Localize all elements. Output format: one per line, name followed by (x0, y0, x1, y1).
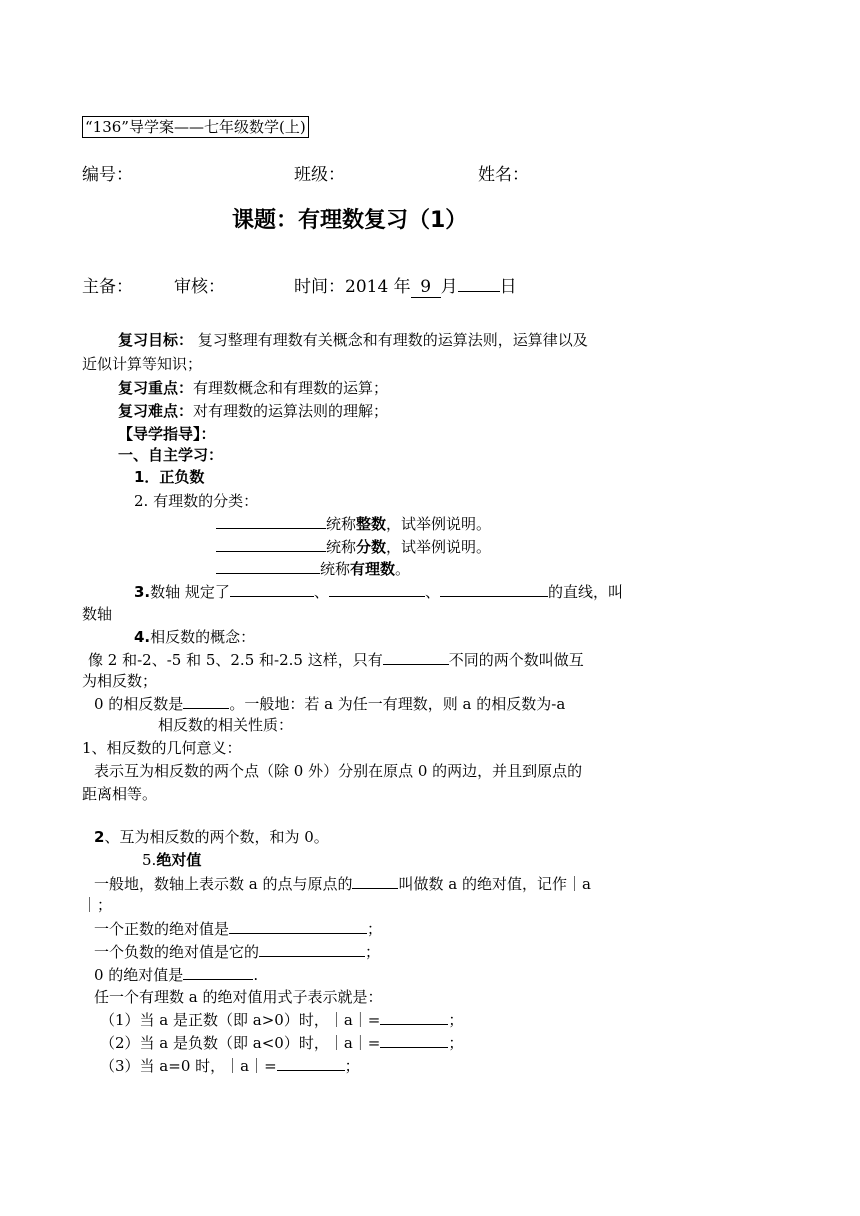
fraction-blank (216, 535, 326, 552)
absolute-value-title: 绝对值 (156, 851, 202, 869)
case-2-blank (380, 1031, 448, 1048)
axis-end: 的直线，叫 (547, 583, 623, 601)
geometric-meaning-line-2: 距离相等。 (82, 785, 158, 803)
time-prefix: 时间：2014 年 (294, 277, 411, 297)
case-3-blank (277, 1054, 345, 1071)
class-label: 班级： (294, 165, 345, 185)
absolute-value-number: 5. (142, 851, 157, 869)
class-integer-pre: 统称 (326, 515, 357, 533)
absolute-positive-post: ； (367, 920, 383, 938)
key-line (118, 377, 388, 398)
case-2-pre: （2）当 a 是负数（即 a<0）时，｜a｜= (100, 1034, 381, 1052)
class-rational-term: 有理数 (350, 560, 396, 578)
opposite-sum-number: 2 (94, 828, 105, 846)
number-axis-line (134, 580, 623, 602)
key-label: 复习重点： (118, 379, 194, 397)
axis-blank-2 (329, 580, 425, 597)
document-header-box: “136”导学案——七年级数学(上) (82, 116, 309, 138)
axis-sep-2: 、 (424, 583, 440, 601)
absolute-zero-line (94, 963, 258, 985)
absolute-positive-pre: 一个正数的绝对值是 (94, 920, 230, 938)
class-rational-line (216, 557, 410, 579)
opposite-line-1 (88, 648, 584, 670)
goal-label: 复习目标： (118, 331, 194, 349)
class-integer-term: 整数 (356, 515, 387, 533)
case-3-pre: （3）当 a=0 时，｜a｜= (100, 1057, 277, 1075)
opposite-number: 4. (134, 628, 151, 646)
pos-neg-heading: 1．正负数 (134, 468, 205, 486)
case-1-pre: （1）当 a 是正数（即 a>0）时，｜a｜= (100, 1011, 381, 1029)
rational-blank (216, 557, 320, 574)
axis-sep-1: 、 (313, 583, 329, 601)
difficulty-label: 复习难点： (118, 402, 194, 420)
axis-number: 3. (134, 583, 151, 601)
guide-heading: 【导学指导】： (118, 425, 216, 443)
absolute-line-1-pre: 一般地，数轴上表示数 a 的点与原点的 (94, 875, 353, 893)
opposite-line-2: 为相反数； (82, 672, 158, 690)
opposite-heading (134, 626, 255, 647)
case-1-post: ； (448, 1011, 464, 1029)
time-field (294, 272, 517, 298)
opposite-sum-text: 、互为相反数的两个数，和为 0。 (104, 828, 329, 846)
axis-tail: 数轴 (82, 605, 113, 623)
month-label: 月 (440, 277, 458, 297)
absolute-zero-pre: 0 的绝对值是 (94, 966, 184, 984)
goal-line-2: 近似计算等知识； (82, 355, 203, 373)
integer-blank (216, 512, 326, 529)
class-rational-pre: 统称 (320, 560, 351, 578)
absolute-line-2: ｜； (82, 896, 113, 914)
absolute-blank-distance (352, 872, 398, 889)
case-3-post: ； (344, 1057, 360, 1075)
page-title: 课题：有理数复习（1） (232, 208, 468, 233)
axis-blank-3 (440, 580, 548, 597)
goal-text-1: 复习整理有理数有关概念和有理数的运算法则，运算律以及 (197, 331, 588, 349)
case-1-line (100, 1008, 463, 1030)
absolute-negative-blank (259, 940, 365, 957)
reviewer-label: 审核： (174, 277, 225, 297)
absolute-positive-line (94, 917, 382, 939)
difficulty-line (118, 400, 388, 421)
absolute-positive-blank (229, 917, 367, 934)
opposite-sum-line (94, 826, 329, 847)
key-text: 有理数概念和有理数的运算； (193, 379, 389, 397)
section-1-heading: 一、自主学习： (118, 446, 224, 464)
absolute-value-heading (142, 849, 201, 870)
opposite-properties: 相反数的相关性质： (158, 716, 294, 734)
goal-line-1 (118, 329, 588, 350)
axis-blank-1 (230, 580, 314, 597)
opposite-blank-2 (183, 692, 229, 709)
geometric-meaning-title: 1、相反数的几何意义： (82, 739, 242, 757)
opposite-line-1-post: 不同的两个数叫做互 (448, 651, 584, 669)
day-blank (458, 275, 500, 292)
axis-text: 数轴 规定了 (150, 583, 230, 601)
opposite-blank-1 (383, 648, 449, 665)
case-2-line (100, 1031, 463, 1053)
opposite-line-1-pre: 像 2 和-2、-5 和 5、2.5 和-2.5 这样，只有 (88, 651, 383, 669)
classify-heading: 2. 有理数的分类： (134, 492, 259, 510)
difficulty-text: 对有理数的运算法则的理解； (193, 402, 389, 420)
case-3-line (100, 1054, 360, 1076)
opposite-line-3 (94, 692, 565, 714)
absolute-formula-intro: 任一个有理数 a 的绝对值用式子表示就是： (94, 988, 383, 1006)
author-label: 主备： (82, 277, 133, 297)
class-fraction-line (216, 535, 491, 557)
opposite-title: 相反数的概念： (150, 628, 256, 646)
opposite-line-3-post: 。一般地：若 a 为任一有理数，则 a 的相反数为-a (229, 695, 566, 713)
absolute-negative-post: ； (365, 943, 381, 961)
class-integer-post: ，试举例说明。 (386, 515, 492, 533)
class-fraction-pre: 统称 (326, 538, 357, 556)
absolute-line-1 (94, 872, 591, 894)
class-integer-line (216, 512, 491, 534)
month-value: 9 (411, 277, 441, 298)
day-label: 日 (499, 277, 517, 297)
absolute-zero-blank (183, 963, 253, 980)
opposite-line-3-pre: 0 的相反数是 (94, 695, 184, 713)
class-rational-post: 。 (395, 560, 411, 578)
absolute-negative-line (94, 940, 380, 962)
case-2-post: ； (448, 1034, 464, 1052)
absolute-line-1-post: 叫做数 a 的绝对值，记作｜a (398, 875, 591, 893)
absolute-zero-post: . (253, 966, 259, 984)
case-1-blank (380, 1008, 448, 1025)
geometric-meaning-line-1: 表示互为相反数的两个点（除 0 外）分别在原点 0 的两边，并且到原点的 (94, 762, 583, 780)
name-label: 姓名： (478, 165, 529, 185)
absolute-negative-pre: 一个负数的绝对值是它的 (94, 943, 260, 961)
class-fraction-post: ，试举例说明。 (386, 538, 492, 556)
number-label: 编号： (82, 165, 133, 185)
class-fraction-term: 分数 (356, 538, 387, 556)
